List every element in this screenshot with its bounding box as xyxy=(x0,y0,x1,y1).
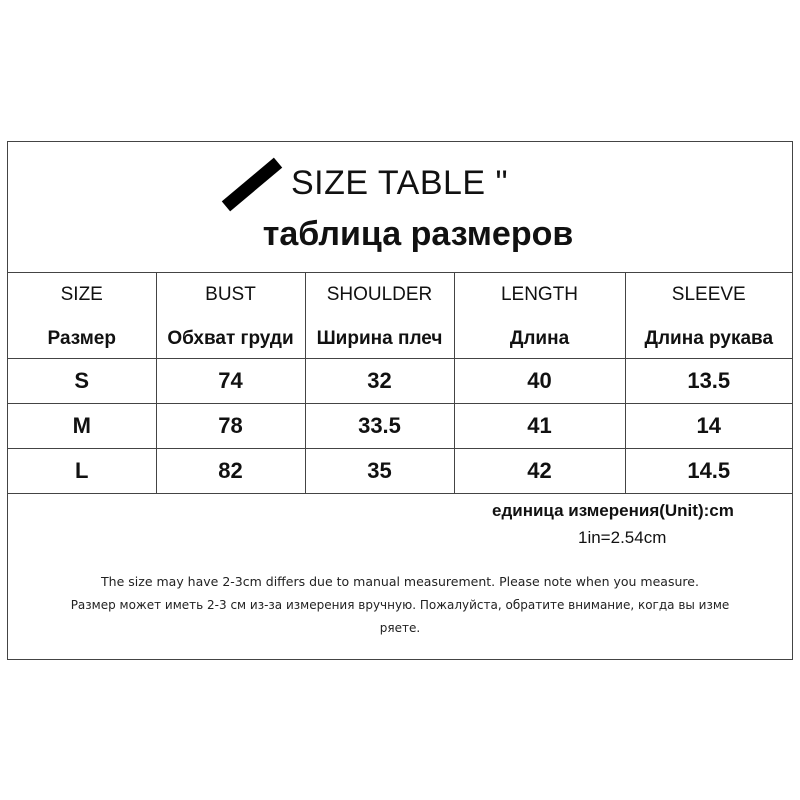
cell-sleeve: 14 xyxy=(625,404,792,449)
table-row xyxy=(8,404,792,449)
header-label-ru: Длина рукава xyxy=(644,328,774,349)
cell-size: M xyxy=(8,404,156,449)
header-label-en: LENGTH xyxy=(500,284,579,305)
header-shoulder xyxy=(305,272,454,359)
header-sleeve xyxy=(625,272,792,359)
cell-size: S xyxy=(8,359,156,404)
title-area xyxy=(8,142,792,273)
cell-shoulder: 32 xyxy=(305,359,454,404)
title-russian xyxy=(8,215,792,254)
cell-bust: 78 xyxy=(156,404,305,449)
header-label-en: SLEEVE xyxy=(671,284,746,305)
cell-shoulder: 35 xyxy=(305,449,454,494)
header-label-ru: Ширина плеч xyxy=(316,328,443,349)
header-label-en: BUST xyxy=(205,284,256,305)
cell-length: 41 xyxy=(454,404,625,449)
header-label-ru: Длина xyxy=(509,328,570,349)
table-row xyxy=(8,449,792,494)
decorative-slash-bar xyxy=(222,158,282,212)
header-label-ru: Обхват груди xyxy=(167,328,294,349)
note-russian-line2: ряете. xyxy=(379,621,421,635)
header-label-en: SIZE xyxy=(60,284,103,305)
cell-size: L xyxy=(8,449,156,494)
title-english: SIZE TABLE " xyxy=(291,164,509,202)
cell-bust: 82 xyxy=(156,449,305,494)
table-row xyxy=(8,359,792,404)
unit-label: единица измерения(Unit):cm xyxy=(492,501,734,520)
title-russian-text: таблица размеров xyxy=(262,215,574,253)
header-label-ru: Размер xyxy=(47,328,116,349)
table-header-row xyxy=(8,272,792,359)
cell-shoulder: 33.5 xyxy=(305,404,454,449)
size-table xyxy=(8,272,792,494)
cell-length: 42 xyxy=(454,449,625,494)
cell-bust: 74 xyxy=(156,359,305,404)
size-chart-frame xyxy=(7,141,793,660)
header-label-en: SHOULDER xyxy=(326,284,433,305)
note-english: The size may have 2-3cm differs due to manual measurement. Please note when you measure. xyxy=(101,574,699,589)
header-length xyxy=(454,272,625,359)
cell-sleeve: 13.5 xyxy=(625,359,792,404)
header-size xyxy=(8,272,156,359)
cell-sleeve: 14.5 xyxy=(625,449,792,494)
inch-conversion: 1in=2.54cm xyxy=(578,528,667,547)
cell-length: 40 xyxy=(454,359,625,404)
header-bust xyxy=(156,272,305,359)
note-russian-line1: Размер может иметь 2-3 см из-за измерения вручную. Пожалуйста, обратите внимание, когда вы изме xyxy=(70,598,730,612)
